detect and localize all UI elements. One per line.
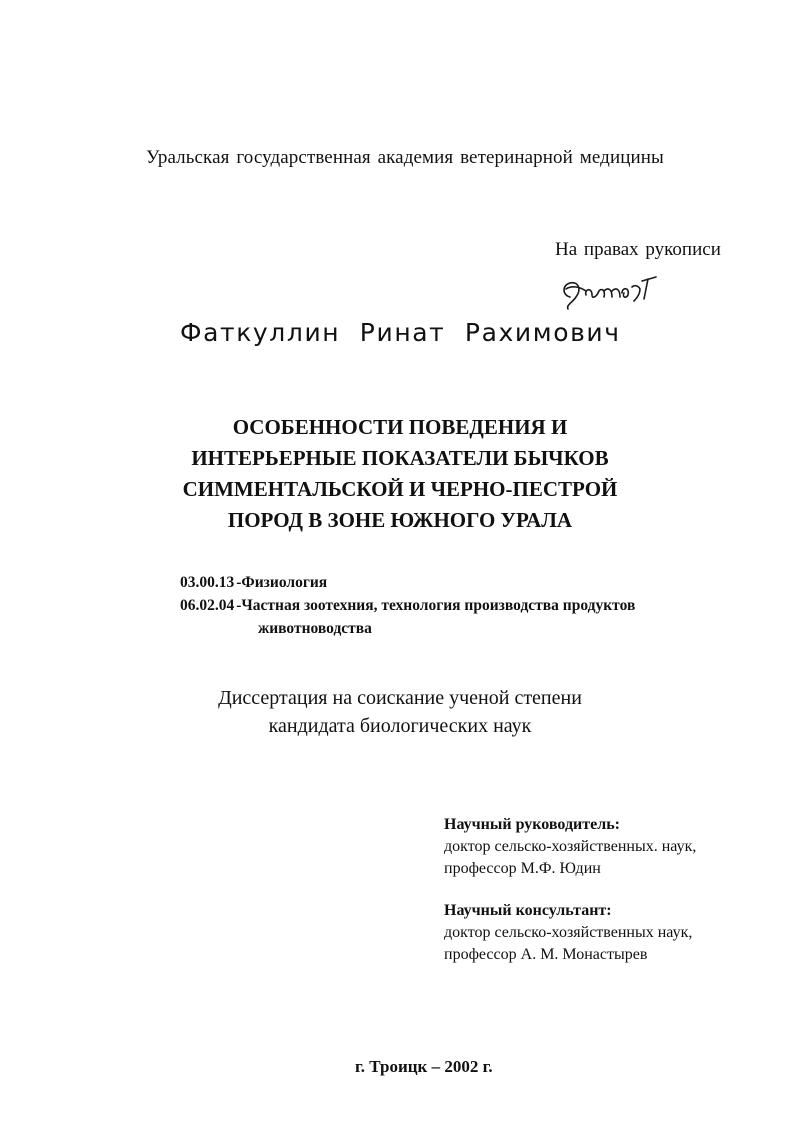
supervisor-name: профессор М.Ф. Юдин [444,860,601,877]
specialty-name: Частная зоотехния, технология производства продуктов [241,597,636,614]
title-line: ОСОБЕННОСТИ ПОВЕДЕНИЯ И [232,415,568,439]
degree-line: Диссертация на соискание ученой степени [218,687,582,709]
rights-note: На правах рукописи [555,239,721,260]
consultant-role: Научный консультант: [444,902,612,919]
specialty-code: 06.02.04 [180,597,235,614]
title-line: ПОРОД В ЗОНЕ ЮЖНОГО УРАЛА [227,508,573,532]
consultant-block [444,900,692,966]
specialty-physiology: 03.00.13 -Физиология [180,574,328,591]
degree-line: кандидата биологических наук [268,715,532,737]
title-line: СИММЕНТАЛЬСКОЙ И ЧЕРНО-ПЕСТРОЙ [182,477,618,501]
place-and-year: г. Троицк – 2002 г. [355,1057,493,1076]
specialty-zootechnics: 06.02.04 -Частная зоотехния, технология производства продуктов [180,597,636,614]
supervisor-degree: доктор сельско-хозяйственных. наук, [444,838,697,855]
specialty-continuation: животноводства [258,620,372,637]
institution-name: Уральская государственная академия ветеринарной медицины [146,147,664,168]
dissertation-title [120,412,680,536]
supervisor-block [444,814,696,880]
supervisor-role: Научный руководитель: [444,816,620,833]
specialty-code: 03.00.13 [180,574,235,591]
degree-statement [160,684,640,740]
title-line: ИНТЕРЬЕРНЫЕ ПОКАЗАТЕЛИ БЫЧКОВ [191,446,609,470]
author-name: Фаткуллин Ринат Рахимович [180,318,621,347]
handwritten-signature [556,267,676,317]
consultant-degree: доктор сельско-хозяйственных наук, [444,924,693,941]
specialty-name: Физиология [241,574,328,591]
consultant-name: профессор А. М. Монастырев [444,946,648,963]
